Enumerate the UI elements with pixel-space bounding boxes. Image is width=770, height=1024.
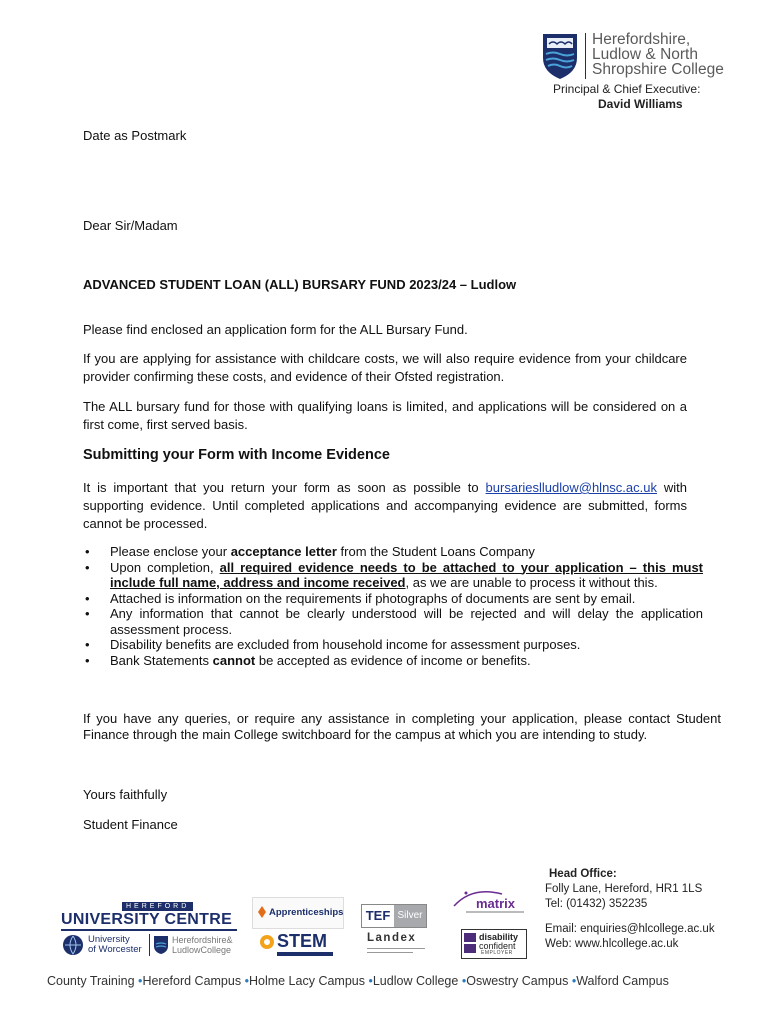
landex-logo (365, 932, 427, 960)
salutation: Dear Sir/Madam (83, 218, 178, 233)
bullet-text: , as we are unable to process it without this. (405, 575, 658, 590)
separator-dot-icon: • (138, 974, 143, 988)
head-office-title: Head Office: (549, 868, 617, 880)
uc-underline (61, 929, 237, 931)
bullet-text: Please enclose your (110, 544, 231, 559)
paragraph-limited-fund: The ALL bursary fund for those with qualifying loans is limited, and applications will be considered on a first come, first served basis. (83, 399, 687, 432)
dc-badge-icon (464, 944, 476, 953)
stem-label: STEM (277, 931, 328, 951)
campus-item: Oswestry Campus (466, 974, 569, 988)
head-office (545, 867, 715, 952)
dc-employer: EMPLOYER (481, 950, 513, 956)
stem-icon (259, 934, 275, 950)
bullet-bold-text: all required evidence needs to be attached to your application – this must include full name, address and income received (110, 559, 704, 590)
campus-footer (47, 974, 669, 988)
return-form-text-continued: with supporting evidence. Until completed applications and accompanying evidence are submitted, forms cannot be processed. (83, 480, 687, 531)
college-name-line: Ludlow & North (592, 46, 698, 63)
principal-title: Principal & Chief Executive: (553, 82, 701, 96)
bullet-bold-text: acceptance letter (230, 544, 337, 559)
campus-item: Holme Lacy Campus (248, 974, 365, 988)
hlc-line: Herefordshire& (172, 935, 233, 945)
bullet-text: Disability benefits are excluded from household income for assessment purposes. (110, 637, 581, 652)
list-item (83, 591, 703, 607)
tef-label: TEF (362, 905, 394, 927)
paragraph-queries: If you have any queries, or require any assistance in completing your application, please contact Student Finance through the main College switchboard for the campus at which you are intending to study. (83, 711, 721, 742)
separator-dot-icon: • (368, 974, 373, 988)
matrix-label: matrix (476, 896, 516, 911)
matrix-logo (452, 884, 528, 918)
bullet-bold-text: cannot (212, 652, 256, 668)
landex-lines (367, 952, 413, 953)
head-office-address: Folly Lane, Hereford, HR1 1LS (545, 883, 703, 895)
signoff: Yours faithfully (83, 787, 168, 802)
uow-line: University (88, 934, 130, 945)
list-item (83, 653, 703, 669)
uc-main-label: UNIVERSITY CENTRE (61, 911, 233, 928)
requirements-list (83, 544, 703, 668)
uow-line: of Worcester (88, 944, 142, 955)
tef-silver-logo (361, 904, 427, 928)
college-name-line: Shropshire College (592, 61, 724, 78)
list-item (83, 637, 703, 653)
uow-globe-icon (62, 934, 84, 956)
college-crest-icon (541, 32, 579, 80)
bullet-text: Upon completion, (110, 559, 220, 575)
separator-dot-icon: • (571, 974, 577, 988)
hlc-line: LudlowCollege (172, 945, 232, 955)
return-form-text: It is important that you return your form as soon as possible to (83, 480, 486, 495)
bullet-icon: • (85, 652, 90, 668)
bullet-text: be accepted as evidence of income or benefits. (255, 652, 531, 668)
dc-badge-icon (464, 933, 476, 942)
campus-item: Ludlow College (372, 974, 459, 988)
date-line: Date as Postmark (83, 128, 187, 143)
dc-line: confident (479, 941, 516, 951)
apprenticeships-icon (257, 905, 267, 919)
stem-underline (277, 952, 333, 956)
bullet-text: Attached is information on the requirements if photographs of documents are sent by email. (110, 590, 636, 606)
landex-label: Landex (367, 932, 417, 944)
bullet-icon: • (85, 544, 90, 559)
college-name (592, 32, 724, 77)
tef-level: Silver (394, 905, 426, 927)
dc-line: disability (479, 932, 519, 942)
bullet-icon: • (85, 637, 90, 652)
head-office-web: Web: www.hlcollege.ac.uk (545, 938, 679, 950)
logo-divider (149, 934, 150, 956)
bullet-text: Bank Statements (110, 652, 213, 668)
apprenticeships-logo (252, 897, 344, 929)
college-name-line: Herefordshire, (592, 31, 691, 48)
campus-item: Walford Campus (576, 974, 669, 988)
separator-dot-icon: • (244, 974, 249, 988)
bullet-text: from the Student Loans Company (336, 544, 535, 559)
paragraph-enclosed: Please find enclosed an application form for the ALL Bursary Fund. (83, 322, 468, 337)
signature: Student Finance (83, 817, 178, 832)
campus-item: Hereford Campus (142, 974, 242, 988)
head-office-email: Email: enquiries@hlcollege.ac.uk (545, 923, 715, 935)
bullet-icon: • (85, 590, 90, 606)
paragraph-childcare: If you are applying for assistance with childcare costs, we will also require evidence from your childcare provider confirming these costs, and evidence of their Ofsted registration. (83, 351, 687, 384)
apprenticeships-label: Apprenticeships (269, 907, 344, 918)
separator-dot-icon: • (461, 974, 467, 988)
bursary-email-link[interactable]: bursarieslludlow@hlnsc.ac.uk (485, 480, 657, 495)
section-heading: Submitting your Form with Income Evidence (83, 447, 390, 463)
landex-lines (367, 948, 425, 949)
list-item (83, 544, 703, 560)
college-logo (541, 32, 741, 82)
stem-logo (257, 930, 337, 958)
paragraph-return-form (83, 479, 687, 533)
head-office-tel: Tel: (01432) 352235 (545, 898, 648, 910)
campus-item: County Training (47, 974, 135, 988)
hlc-crest-icon (153, 935, 169, 955)
university-centre-logo (60, 892, 240, 962)
letter-subject: ADVANCED STUDENT LOAN (ALL) BURSARY FUND 2023/24 – Ludlow (83, 277, 517, 292)
bullet-text: Any information that cannot be clearly understood will be rejected and will delay the application assessment process. (110, 606, 703, 637)
list-item (83, 560, 703, 591)
list-item (83, 606, 703, 637)
bullet-icon: • (85, 559, 90, 575)
uc-hereford-label: HEREFORD (122, 902, 193, 911)
disability-confident-logo (461, 929, 527, 959)
bullet-icon: • (85, 606, 90, 621)
logo-divider (585, 33, 586, 79)
principal-name: David Williams (598, 97, 683, 111)
